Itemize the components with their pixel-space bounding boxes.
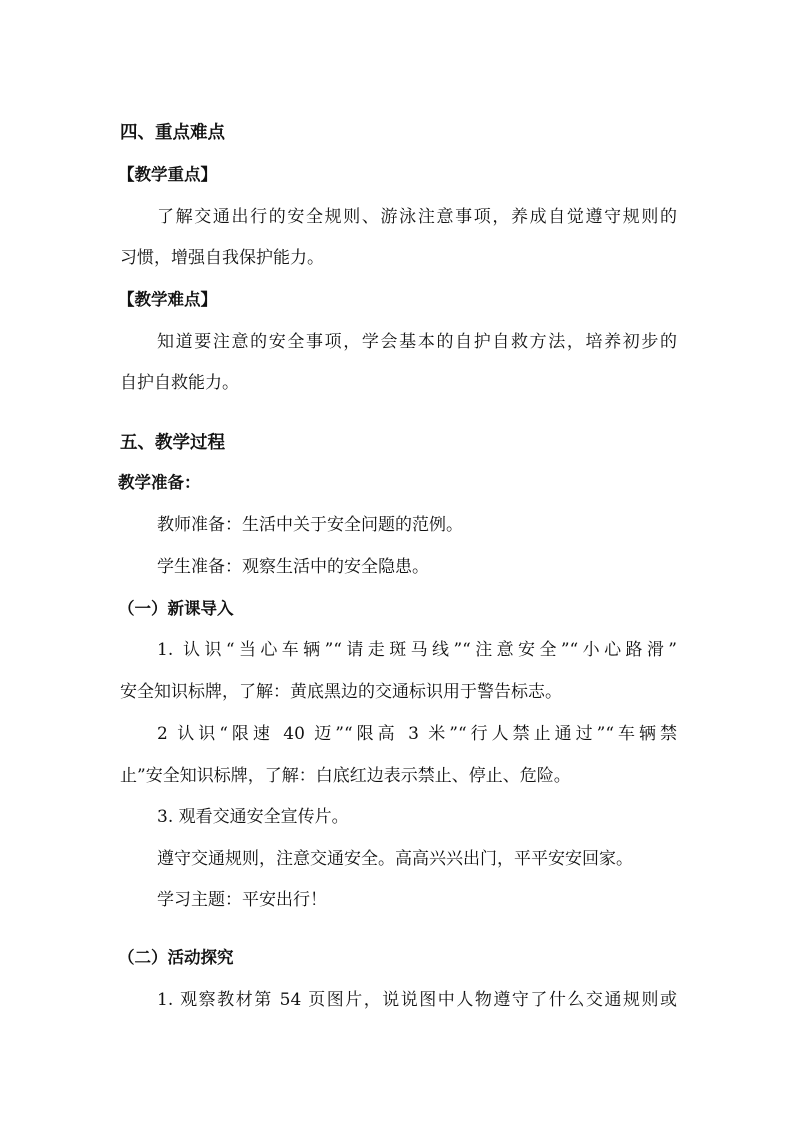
prep-label: 教学准备： (118, 473, 201, 492)
key-points-line-2: 习惯，增强自我保护能力。 (120, 248, 324, 268)
item-1-line-1: 1. 认识“当心车辆”“请走斑马线”“注意安全”“小心路滑” (157, 640, 677, 660)
key-points-label: 【教学重点】 (118, 165, 217, 184)
item-2-line-1: 2 认识“限速 40 迈”“限高 3 米”“行人禁止通过”“车辆禁 (157, 724, 677, 744)
item-1-line-2: 安全知识标牌，了解：黄底黑边的交通标识用于警告标志。 (120, 682, 562, 702)
student-prep: 学生准备：观察生活中的安全隐患。 (157, 557, 429, 577)
item-2-line-2: 止”安全知识标牌，了解：白底红边表示禁止、停止、危险。 (120, 766, 571, 786)
slogan: 遵守交通规则，注意交通安全。高高兴兴出门，平平安安回家。 (157, 849, 633, 869)
difficulties-label: 【教学难点】 (118, 290, 217, 309)
part-2-title: （二）活动探究 (118, 948, 234, 967)
part-1-title: （一）新课导入 (118, 599, 234, 618)
section-5-title: 五、教学过程 (120, 433, 225, 453)
theme: 学习主题：平安出行！ (157, 890, 327, 910)
section-4-title: 四、重点难点 (120, 123, 225, 143)
item-3: 3. 观看交通安全宣传片。 (157, 807, 349, 827)
teacher-prep: 教师准备：生活中关于安全问题的范例。 (157, 515, 463, 535)
difficulties-line-1: 知道要注意的安全事项，学会基本的自护自救方法，培养初步的 (157, 332, 677, 352)
explore-line-1: 1. 观察教材第 54 页图片，说说图中人物遵守了什么交通规则或 (157, 990, 677, 1010)
difficulties-line-2: 自护自救能力。 (120, 373, 239, 393)
key-points-line-1: 了解交通出行的安全规则、游泳注意事项，养成自觉遵守规则的 (157, 207, 677, 227)
